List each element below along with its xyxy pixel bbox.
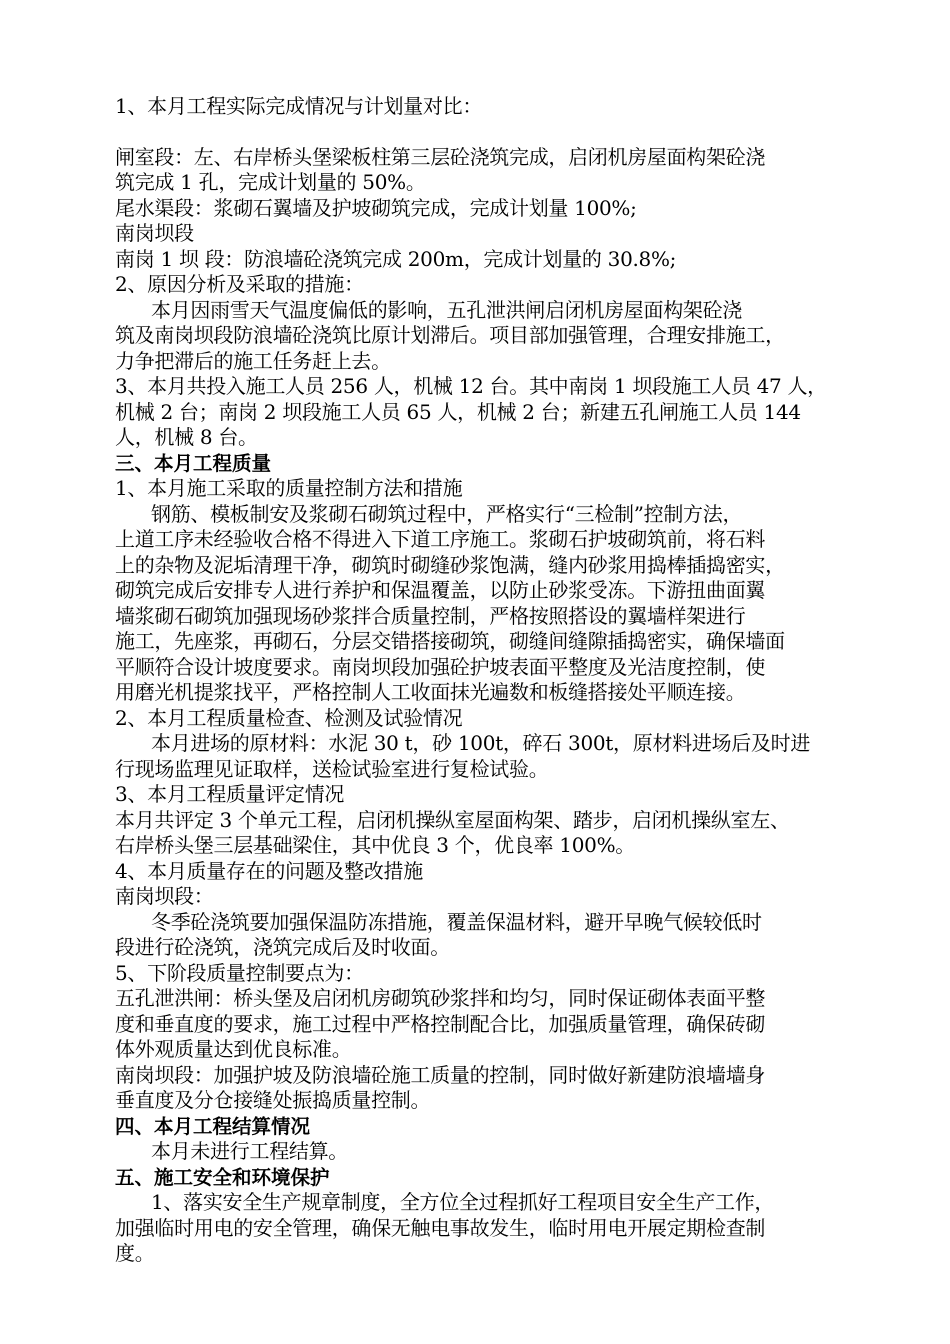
paragraph-line: 3、本月共投入施工人员 256 人，机械 12 台。其中南岗 1 坝段施工人员 47 人， [115,374,827,398]
subsection-heading: 3、本月工程质量评定情况 [115,782,345,806]
document-body [115,94,841,1267]
paragraph-line: 墙浆砌石砌筑加强现场砂浆拌合质量控制，严格按照搭设的翼墙样架进行 [115,603,746,628]
paragraph-line: 度。 [115,1241,155,1265]
paragraph-line: 筑及南岗坝段防浪墙砼浇筑比原计划滞后。项目部加强管理，合理安排施工， [115,323,785,347]
blank-line [115,120,841,145]
paragraph-line: 冬季砼浇筑要加强保温防冻措施，覆盖保温材料，避开早晚气候较低时 [151,909,762,934]
paragraph-line: 机械 2 台；南岗 2 坝段施工人员 65 人，机械 2 台；新建五孔闸施工人员 144 [115,399,801,424]
subsection-heading: 1、本月施工采取的质量控制方法和措施 [115,476,463,500]
section-heading-causes: 2、原因分析及采取的措施： [115,272,364,296]
paragraph-line: 右岸桥头堡三层基础梁住，其中优良 3 个，优良率 100%。 [115,833,635,857]
paragraph-line: 闸室段：左、右岸桥头堡梁板柱第三层砼浇筑完成，启闭机房屋面构架砼浇 [115,144,766,169]
paragraph-line: 1、落实安全生产规章制度，全方位全过程抓好工程项目安全生产工作， [151,1190,775,1214]
chapter-title-settlement: 四、本月工程结算情况 [115,1114,311,1138]
paragraph-line: 南岗 1 坝 段：防浪墙砼浇筑完成 200m，完成计划量的 30.8%; [115,246,677,271]
paragraph-line: 本月进场的原材料：水泥 30 t，砂 100t，碎石 300t，原材料进场后及时进 [151,731,811,755]
paragraph-line: 度和垂直度的要求，施工过程中严格控制配合比，加强质量管理，确保砖砌 [115,1011,766,1036]
paragraph-line: 上道工序未经验收合格不得进入下道工序施工。浆砌石护坡砌筑前，将石料 [115,527,766,551]
paragraph-line: 南岗坝段 [115,221,194,245]
paragraph-line: 垂直度及分仓接缝处振捣质量控制。 [115,1088,431,1112]
paragraph-line: 用磨光机提浆找平，严格控制人工收面抹光遍数和板缝搭接处平顺连接。 [115,680,746,704]
paragraph-line: 五孔泄洪闸：桥头堡及启闭机房砌筑砂浆拌和均匀，同时保证砌体表面平整 [115,986,766,1010]
section-heading-completion: 1、本月工程实际完成情况与计划量对比： [115,94,483,118]
paragraph-line: 体外观质量达到优良标准。 [115,1037,352,1061]
subsection-heading: 5、下阶段质量控制要点为： [115,960,364,985]
paragraph-line: 加强临时用电的安全管理，确保无触电事故发生，临时用电开展定期检查制 [115,1215,766,1240]
paragraph-line: 力争把滞后的施工任务赶上去。 [115,348,391,373]
paragraph-line: 钢筋、模板制安及浆砌石砌筑过程中，严格实行“三检制”控制方法， [151,501,743,526]
chapter-title-quality: 三、本月工程质量 [115,451,272,475]
paragraph-line: 本月共评定 3 个单元工程，启闭机操纵室屋面构架、踏步，启闭机操纵室左、 [115,807,790,832]
paragraph-line: 本月因雨雪天气温度偏低的影响，五孔泄洪闸启闭机房屋面构架砼浇 [151,297,742,322]
paragraph-line: 平顺符合设计坡度要求。南岗坝段加强砼护坡表面平整度及光洁度控制，使 [115,654,766,679]
paragraph-line: 南岗坝段： [115,884,214,908]
paragraph-line: 行现场监理见证取样，送检试验室进行复检试验。 [115,756,549,781]
paragraph-line: 人，机械 8 台。 [115,425,258,449]
subsection-heading: 4、本月质量存在的问题及整改措施 [115,858,423,883]
paragraph-line: 上的杂物及泥垢清理干净，砌筑时砌缝砂浆饱满，缝内砂浆用捣棒插捣密实， [115,552,785,577]
paragraph-line: 施工，先座浆，再砌石，分层交错搭接砌筑，砌缝间缝隙插捣密实，确保墙面 [115,629,785,653]
paragraph-line: 尾水渠段：浆砌石翼墙及护坡砌筑完成，完成计划量 100%; [115,195,637,220]
paragraph-line: 筑完成 1 孔，完成计划量的 50%。 [115,170,426,194]
chapter-title-safety: 五、施工安全和环境保护 [115,1165,330,1189]
paragraph-line: 段进行砼浇筑，浇筑完成后及时收面。 [115,935,450,959]
paragraph-line: 砌筑完成后安排专人进行养护和保温覆盖，以防止砂浆受冻。下游扭曲面翼 [115,578,766,602]
paragraph-line: 本月未进行工程结算。 [151,1139,348,1163]
subsection-heading: 2、本月工程质量检查、检测及试验情况 [115,705,463,730]
paragraph-line: 南岗坝段：加强护坡及防浪墙砼施工质量的控制，同时做好新建防浪墙墙身 [115,1062,766,1087]
